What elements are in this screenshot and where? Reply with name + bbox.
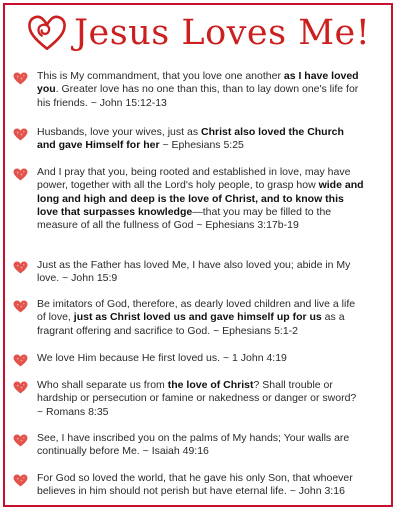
heart-bullet-icon	[13, 381, 28, 394]
swirl-heart-icon	[26, 12, 68, 54]
verse-item	[13, 379, 365, 419]
heart-bullet-icon	[13, 434, 28, 447]
verse-text: See, I have inscribed you on the palms of My hands; Your walls are continually before Me. ~ Isaiah 49:16	[37, 432, 350, 458]
verse-item	[13, 472, 365, 499]
verse-item	[13, 259, 365, 286]
heart-bullet-icon	[13, 128, 28, 141]
verse-text: Be imitators of God, therefore, as dearly loved children and live a life of love, just as Christ loved us and gave himself up for us as a fragrant offering and sacrifice to God. ~ Ephesians 5:1-2	[37, 298, 356, 337]
verse-item	[13, 432, 365, 459]
heart-bullet-icon	[13, 261, 28, 274]
verse-text: Husbands, love your wives, just as Christ also loved the Church and gave Himself for her ~ Ephesians 5:25	[37, 126, 344, 152]
verse-text: And I pray that you, being rooted and established in love, may have power, together with all the Lord's holy people, to grasp how wide and long and high and deep is the love of Christ, and to know this love that surpasses knowledge—that you may be filled to the measure of all the fullness of God ~ Ephesians 3:17b-19	[37, 166, 364, 232]
page-title: Jesus Loves Me!	[74, 13, 371, 53]
verse-text: Just as the Father has loved Me, I have also loved you; abide in My love. ~ John 15:9	[37, 259, 351, 285]
verse-text: For God so loved the world, that he gave his only Son, that whoever believes in him should not perish but have eternal life. ~ John 3:16	[37, 472, 353, 498]
header	[26, 10, 370, 56]
verse-text: We love Him because He first loved us. ~ 1 John 4:19	[37, 352, 287, 364]
verse-text: This is My commandment, that you love one another as I have loved you. Greater love has no one than this, than to lay down one's life for his friends. ~ John 15:12-13	[37, 70, 359, 109]
verse-text: Who shall separate us from the love of Christ? Shall trouble or hardship or persecution or famine or nakedness or danger or sword? ~ Romans 8:35	[37, 379, 357, 418]
verse-item	[13, 70, 365, 110]
heart-bullet-icon	[13, 72, 28, 85]
heart-bullet-icon	[13, 354, 28, 367]
verse-item	[13, 166, 365, 232]
heart-bullet-icon	[13, 168, 28, 181]
verse-item	[13, 352, 365, 367]
verse-item	[13, 126, 365, 153]
heart-bullet-icon	[13, 474, 28, 487]
heart-bullet-icon	[13, 300, 28, 313]
verse-item	[13, 298, 365, 338]
